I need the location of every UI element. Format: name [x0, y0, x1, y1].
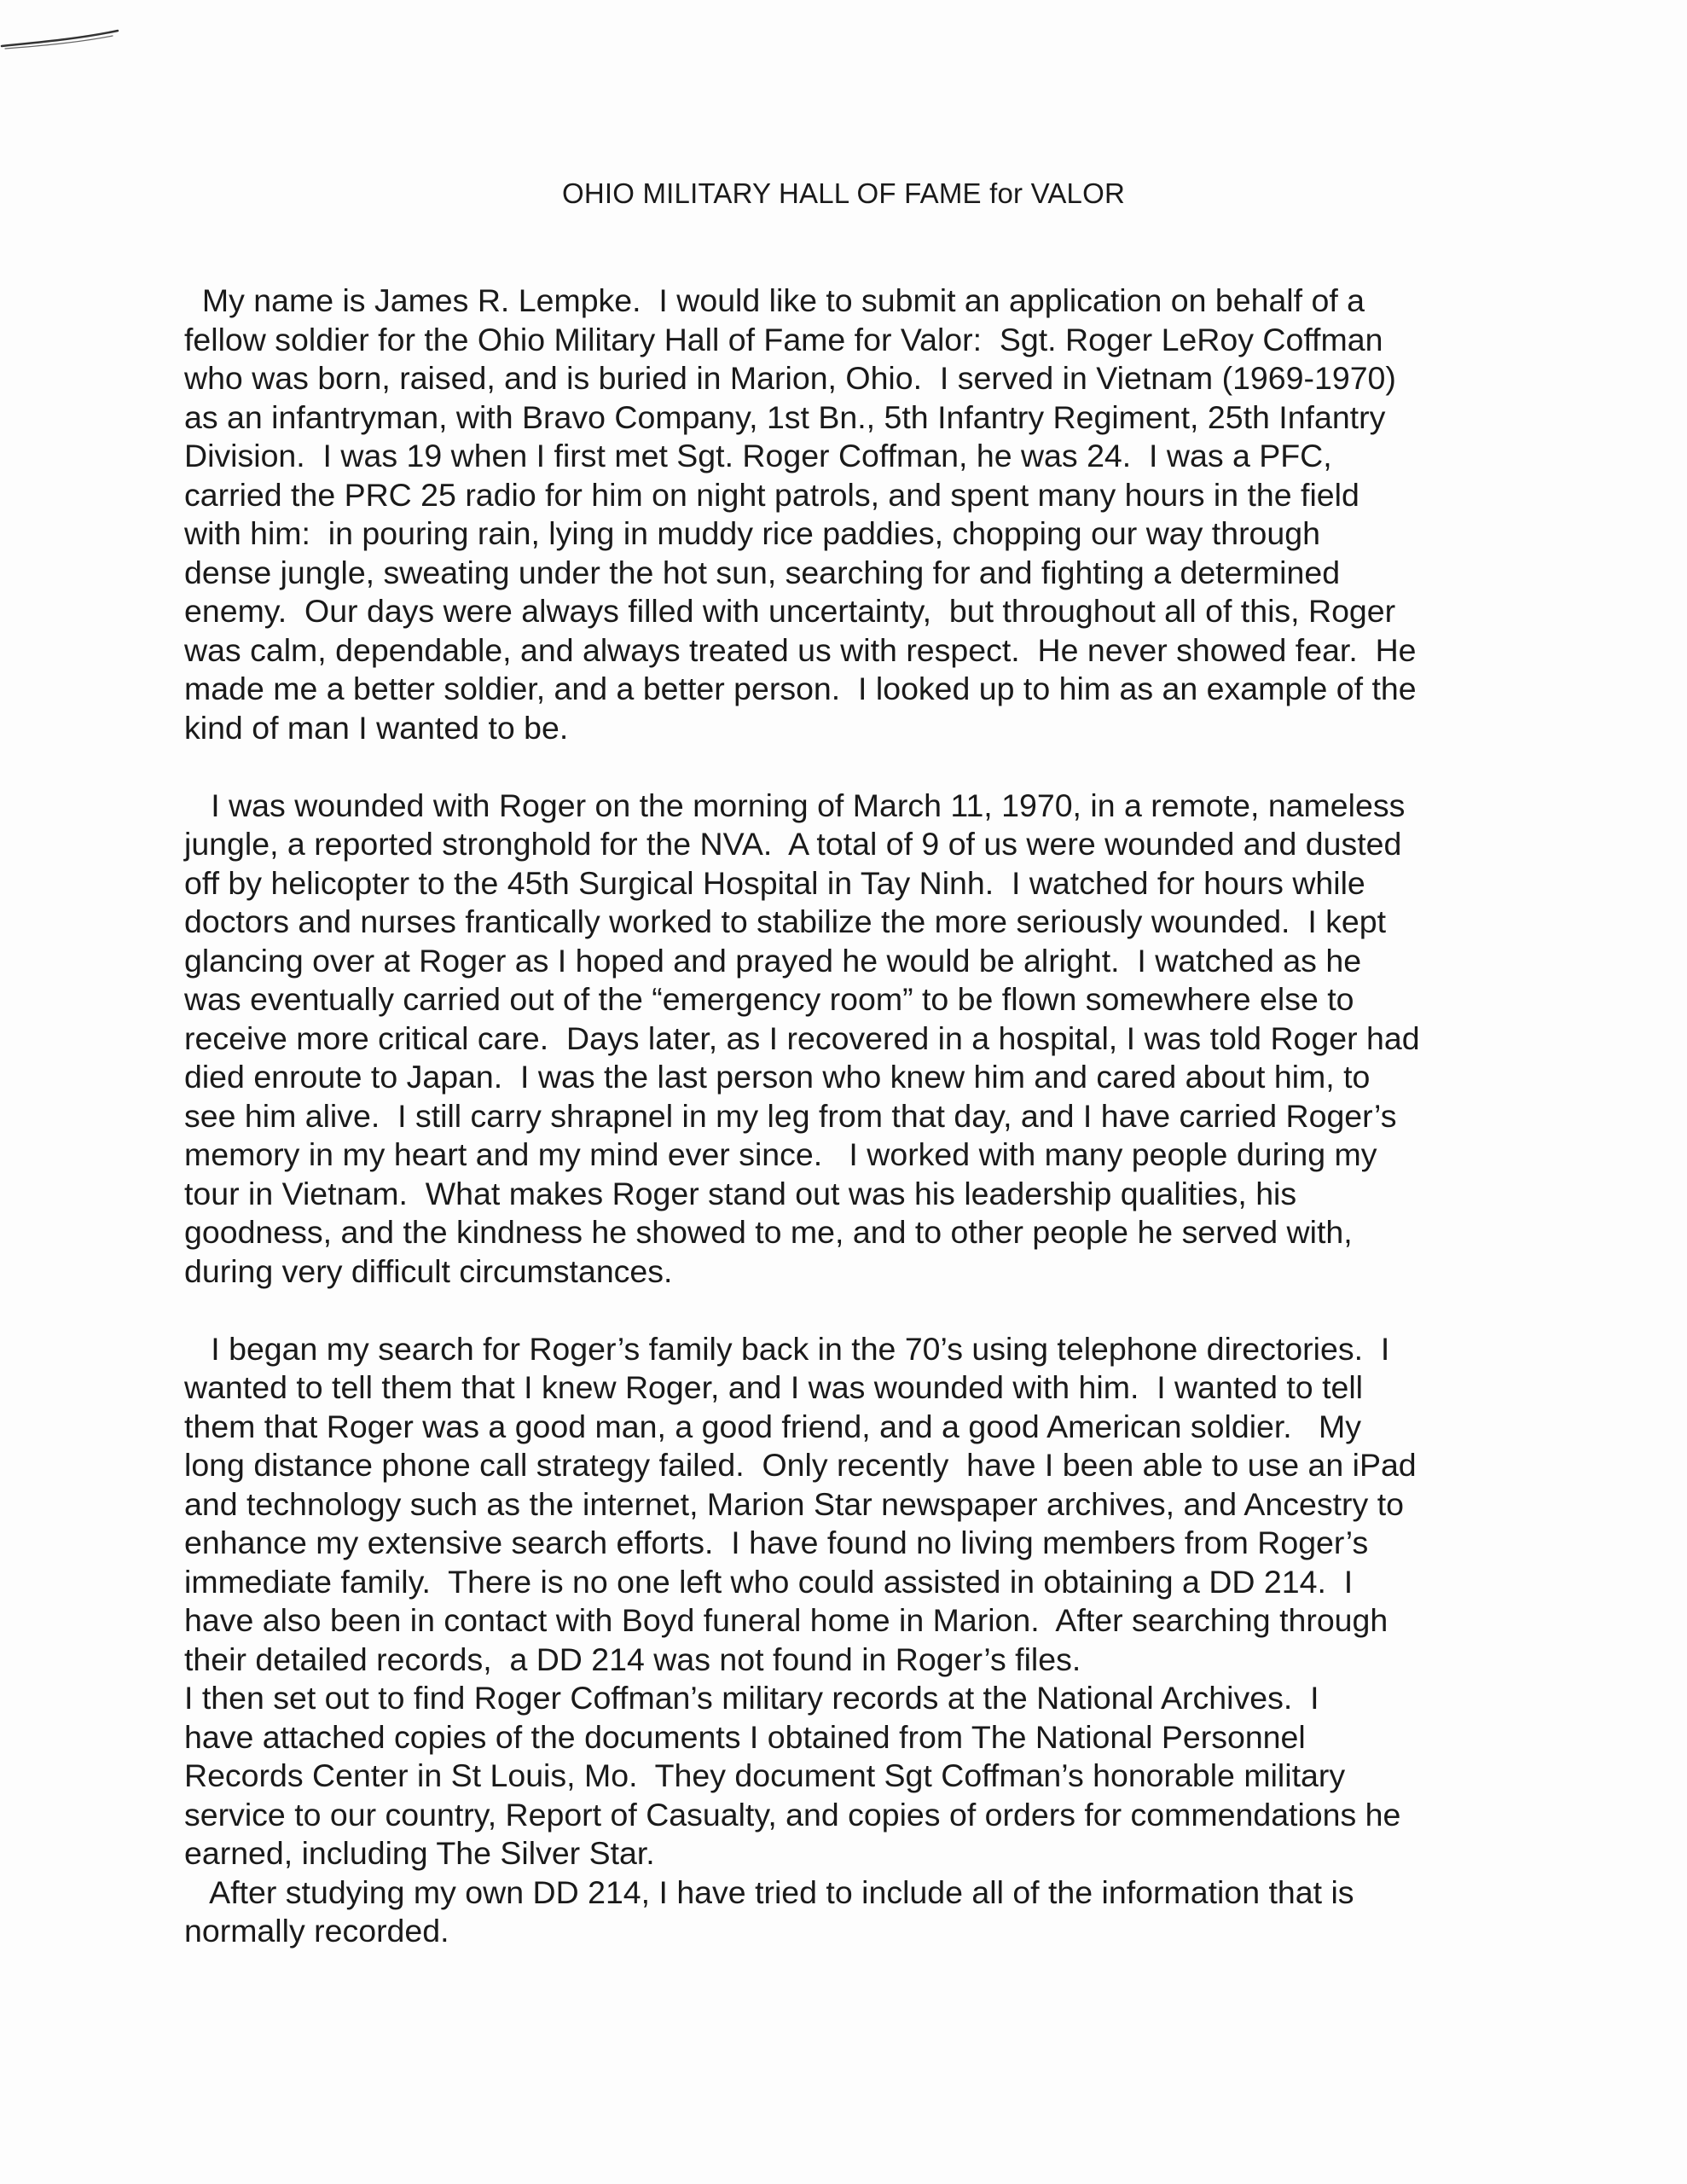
text-line: with him: in pouring rain, lying in muddy rice paddies, chopping our way through	[184, 515, 1320, 551]
text-line: After studying my own DD 214, I have tried to include all of the information that is	[184, 1873, 1354, 1910]
pen-stroke-mark	[0, 20, 119, 55]
text-line: memory in my heart and my mind ever since. I worked with many people during my	[184, 1136, 1377, 1172]
text-line: fellow soldier for the Ohio Military Hall of Fame for Valor: Sgt. Roger LeRoy Coffman	[184, 321, 1383, 357]
text-line: earned, including The Silver Star.	[184, 1835, 655, 1871]
text-line: off by helicopter to the 45th Surgical Hospital in Tay Ninh. I watched for hours while	[184, 864, 1365, 901]
text-line: who was born, raised, and is buried in Marion, Ohio. I served in Vietnam (1969-1970)	[184, 360, 1396, 396]
text-line: My name is James R. Lempke. I would like to submit an application on behalf of a	[184, 282, 1365, 318]
text-line: was eventually carried out of the “emergency room” to be flown somewhere else to	[184, 981, 1354, 1017]
text-line: I began my search for Roger’s family back in the 70’s using telephone directories. I	[184, 1330, 1390, 1367]
text-line: have attached copies of the documents I obtained from The National Personnel	[184, 1718, 1306, 1755]
paragraph-1	[184, 282, 1532, 747]
text-line: carried the PRC 25 radio for him on night patrols, and spent many hours in the field	[184, 476, 1359, 513]
document-title: OHIO MILITARY HALL OF FAME for VALOR	[561, 177, 1126, 209]
text-line: I then set out to find Roger Coffman’s military records at the National Archives. I	[184, 1680, 1319, 1716]
text-line: during very difficult circumstances.	[184, 1252, 673, 1289]
paragraph-2	[184, 787, 1532, 1292]
text-line: doctors and nurses frantically worked to stabilize the more seriously wounded. I kept	[184, 903, 1387, 939]
text-line: Records Center in St Louis, Mo. They document Sgt Coffman’s honorable military	[184, 1757, 1346, 1793]
text-line: enhance my extensive search efforts. I have found no living members from Roger’s	[184, 1525, 1369, 1560]
text-line: dense jungle, sweating under the hot sun, searching for and fighting a determined	[184, 554, 1341, 590]
text-line: their detailed records, a DD 214 was not found in Roger’s files.	[184, 1641, 1081, 1677]
text-line: tour in Vietnam. What makes Roger stand out was his leadership qualities, his	[184, 1175, 1297, 1211]
text-line: service to our country, Report of Casualty, and copies of orders for commendations he	[184, 1796, 1401, 1833]
text-line: jungle, a reported stronghold for the NVA. A total of 9 of us were wounded and dusted	[184, 826, 1402, 862]
text-line: kind of man I wanted to be.	[184, 709, 569, 746]
paragraph-3	[184, 1330, 1532, 1951]
text-line: have also been in contact with Boyd funeral home in Marion. After searching through	[184, 1602, 1388, 1638]
text-line: glancing over at Roger as I hoped and prayed he would be alright. I watched as he	[184, 942, 1362, 979]
paragraph-gap	[184, 747, 1532, 787]
text-line: immediate family. There is no one left who could assisted in obtaining a DD 214. I	[184, 1563, 1354, 1600]
text-line: as an infantryman, with Bravo Company, 1st Bn., 5th Infantry Regiment, 25th Infantry	[184, 398, 1386, 435]
text-line: made me a better soldier, and a better person. I looked up to him as an example of the	[184, 671, 1417, 706]
text-line: them that Roger was a good man, a good friend, and a good American soldier. My	[184, 1408, 1361, 1444]
text-line: normally recorded.	[184, 1913, 449, 1949]
letter-body	[184, 282, 1532, 1951]
text-line: Division. I was 19 when I first met Sgt. Roger Coffman, he was 24. I was a PFC,	[184, 438, 1332, 473]
text-line: was calm, dependable, and always treated us with respect. He never showed fear. He	[184, 631, 1417, 668]
text-line: receive more critical care. Days later, as I recovered in a hospital, I was told Roger had	[184, 1019, 1420, 1056]
paragraph-gap	[184, 1291, 1532, 1330]
text-line: long distance phone call strategy failed. Only recently have I been able to use an iPad	[184, 1447, 1417, 1483]
text-line: see him alive. I still carry shrapnel in my leg from that day, and I have carried Roger’s	[184, 1097, 1397, 1134]
text-line: I was wounded with Roger on the morning of March 11, 1970, in a remote, nameless	[184, 787, 1406, 823]
text-line: enemy. Our days were always filled with uncertainty, but throughout all of this, Roger	[184, 593, 1396, 629]
text-line: wanted to tell them that I knew Roger, and I was wounded with him. I wanted to tell	[184, 1369, 1364, 1405]
text-line: and technology such as the internet, Marion Star newspaper archives, and Ancestry to	[184, 1485, 1404, 1522]
text-line: goodness, and the kindness he showed to me, and to other people he served with,	[184, 1214, 1353, 1250]
text-line: died enroute to Japan. I was the last person who knew him and cared about him, to	[184, 1059, 1371, 1095]
